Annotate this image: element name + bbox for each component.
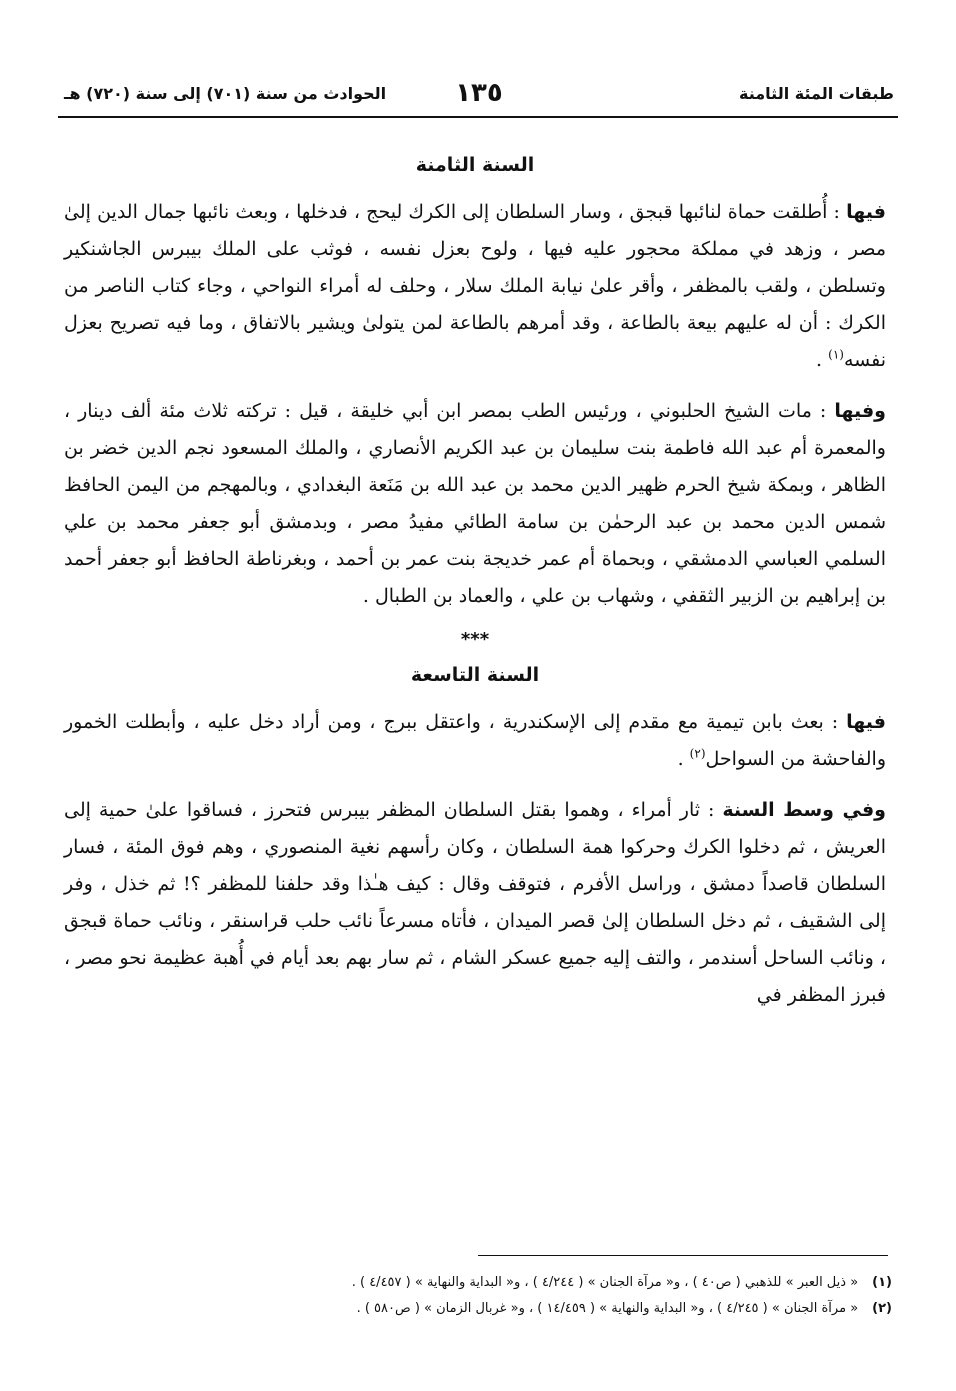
paragraph-lead: وفي وسط السنة: [722, 799, 886, 821]
paragraph-year-8-events: [64, 194, 886, 379]
paragraph-body: : ثار أمراء ، وهموا بقتل السلطان المظفر بيبرس فتحرز ، فساقوا علىٰ حمية إلى العريش ، ثم دخلوا الكرك وحركوا همة السلطان ، وكان رأسهم نغية المنصوري ، وهم فوق المئة ، فسار السلطان قاصداً دمشق ، وراسل الأفرم ، فتوقف وقال : كيف هـٰذا وقد حلفنا للمظفر ؟! ثم خذل ، وفر إلى الشقيف ، ثم دخل السلطان إلىٰ قصر الميدان ، فأتاه مسرعاً نائب حلب قراسنقر ، ونائب حماة قبجق ، ونائب الساحل أسندمر ، والتف إليه جميع عسكر الشام ، ثم سار بهم بعد أيام في أُهبة عظيمة نحو مصر ، فبرز المظفر في: [64, 799, 886, 1006]
footnote-text: « ذيل العبر » للذهبي ( ص٤٠ ) ، و« مرآة الجنان » ( ٤/٢٤٤ ) ، و« البداية والنهاية » ( ٤/٤٥٧ ) .: [351, 1275, 859, 1290]
section-title-year-8: السنة الثامنة: [415, 154, 535, 176]
paragraph-body: : أُطلقت حماة لنائبها قبجق ، وسار السلطان إلى الكرك ليحج ، فدخلها ، وبعث نائبها جمال الدين إلىٰ مصر ، وزهد في مملكة محجور عليه فيها ، ولوح بعزل نفسه ، فوثب على الملك بيبرس الجاشنكير وتسلطن ، ولقب بالمظفر ، وأقر علىٰ نيابة الملك سلار ، وحلف له أمراء النواحي ، وجاء كتاب الناصر من الكرك : أن له عليهم بيعة بالطاعة ، وقد أمرهم بالطاعة لمن يتولىٰ ويشير بالاتفاق ، وما فيه تصريح بعزل نفسه: [64, 201, 886, 371]
footnotes: [64, 1270, 892, 1322]
section-separator: ***: [460, 629, 490, 650]
paragraph-tail: .: [816, 349, 829, 371]
footnote-number: (١): [872, 1275, 892, 1290]
paragraph-lead: وفيها: [834, 400, 886, 422]
section-title-year-9: السنة التاسعة: [410, 664, 540, 686]
paragraph-year-9-mid: [64, 792, 886, 1014]
page-number: ١٣٥: [455, 78, 503, 108]
footnote-number: (٢): [872, 1301, 892, 1316]
footnote-1: [64, 1270, 892, 1296]
footnote-2: [64, 1296, 892, 1322]
paragraph-tail: .: [677, 748, 690, 770]
header-chapter-title: الحوادث من سنة (٧٠١) إلى سنة (٧٢٠) هـ: [64, 84, 387, 103]
header-divider: [58, 116, 898, 118]
paragraph-lead: فيها: [846, 711, 886, 733]
paragraph-year-9-events: [64, 704, 886, 778]
main-text: [64, 140, 886, 1028]
paragraph-lead: فيها: [846, 201, 886, 223]
paragraph-body: : مات الشيخ الحلبوني ، ورئيس الطب بمصر ابن أبي خليقة ، قيل : تركته ثلاث مئة ألف دينار ، والمعمرة أم عبد الله فاطمة بنت سليمان بن عبد الكريم الأنصاري ، والملك المسعود نجم الدين خضر بن الظاهر ، وبمكة شيخ الحرم ظهير الدين محمد بن عبد الله بن مَنَعة البغدادي ، وبالمهجم من اليمن الحافظ شمس الدين محمد بن عبد الرحمٰن بن سامة الطائي مفيدُ مصر ، وبدمشق أبو جعفر محمد بن علي السلمي العباسي الدمشقي ، وبحماة أم عمر خديجة بنت عمر بن أحمد ، وبغرناطة الحافظ أبو جعفر أحمد بن إبراهيم بن الزبير الثقفي ، وشهاب بن علي ، والعماد بن الطبال .: [64, 400, 886, 607]
paragraph-body: : بعث بابن تيمية مع مقدم إلى الإسكندرية ، واعتقل ببرج ، ومن أراد دخل عليه ، وأبطلت الخمور والفاحشة من السواحل: [64, 711, 886, 770]
footnote-ref-2[interactable]: (٢): [689, 746, 706, 761]
footnote-divider: [478, 1255, 888, 1256]
footnote-ref-1[interactable]: (١): [828, 347, 844, 362]
paragraph-year-8-deaths: [64, 393, 886, 615]
header-book-title: طبقات المئة الثامنة: [739, 84, 894, 103]
footnote-text: « مرآة الجنان » ( ٤/٢٤٥ ) ، و« البداية والنهاية » ( ١٤/٤٥٩ ) ، و« غربال الزمان » ( ص٥٨٠ ) .: [356, 1301, 859, 1316]
running-header: [64, 78, 894, 114]
